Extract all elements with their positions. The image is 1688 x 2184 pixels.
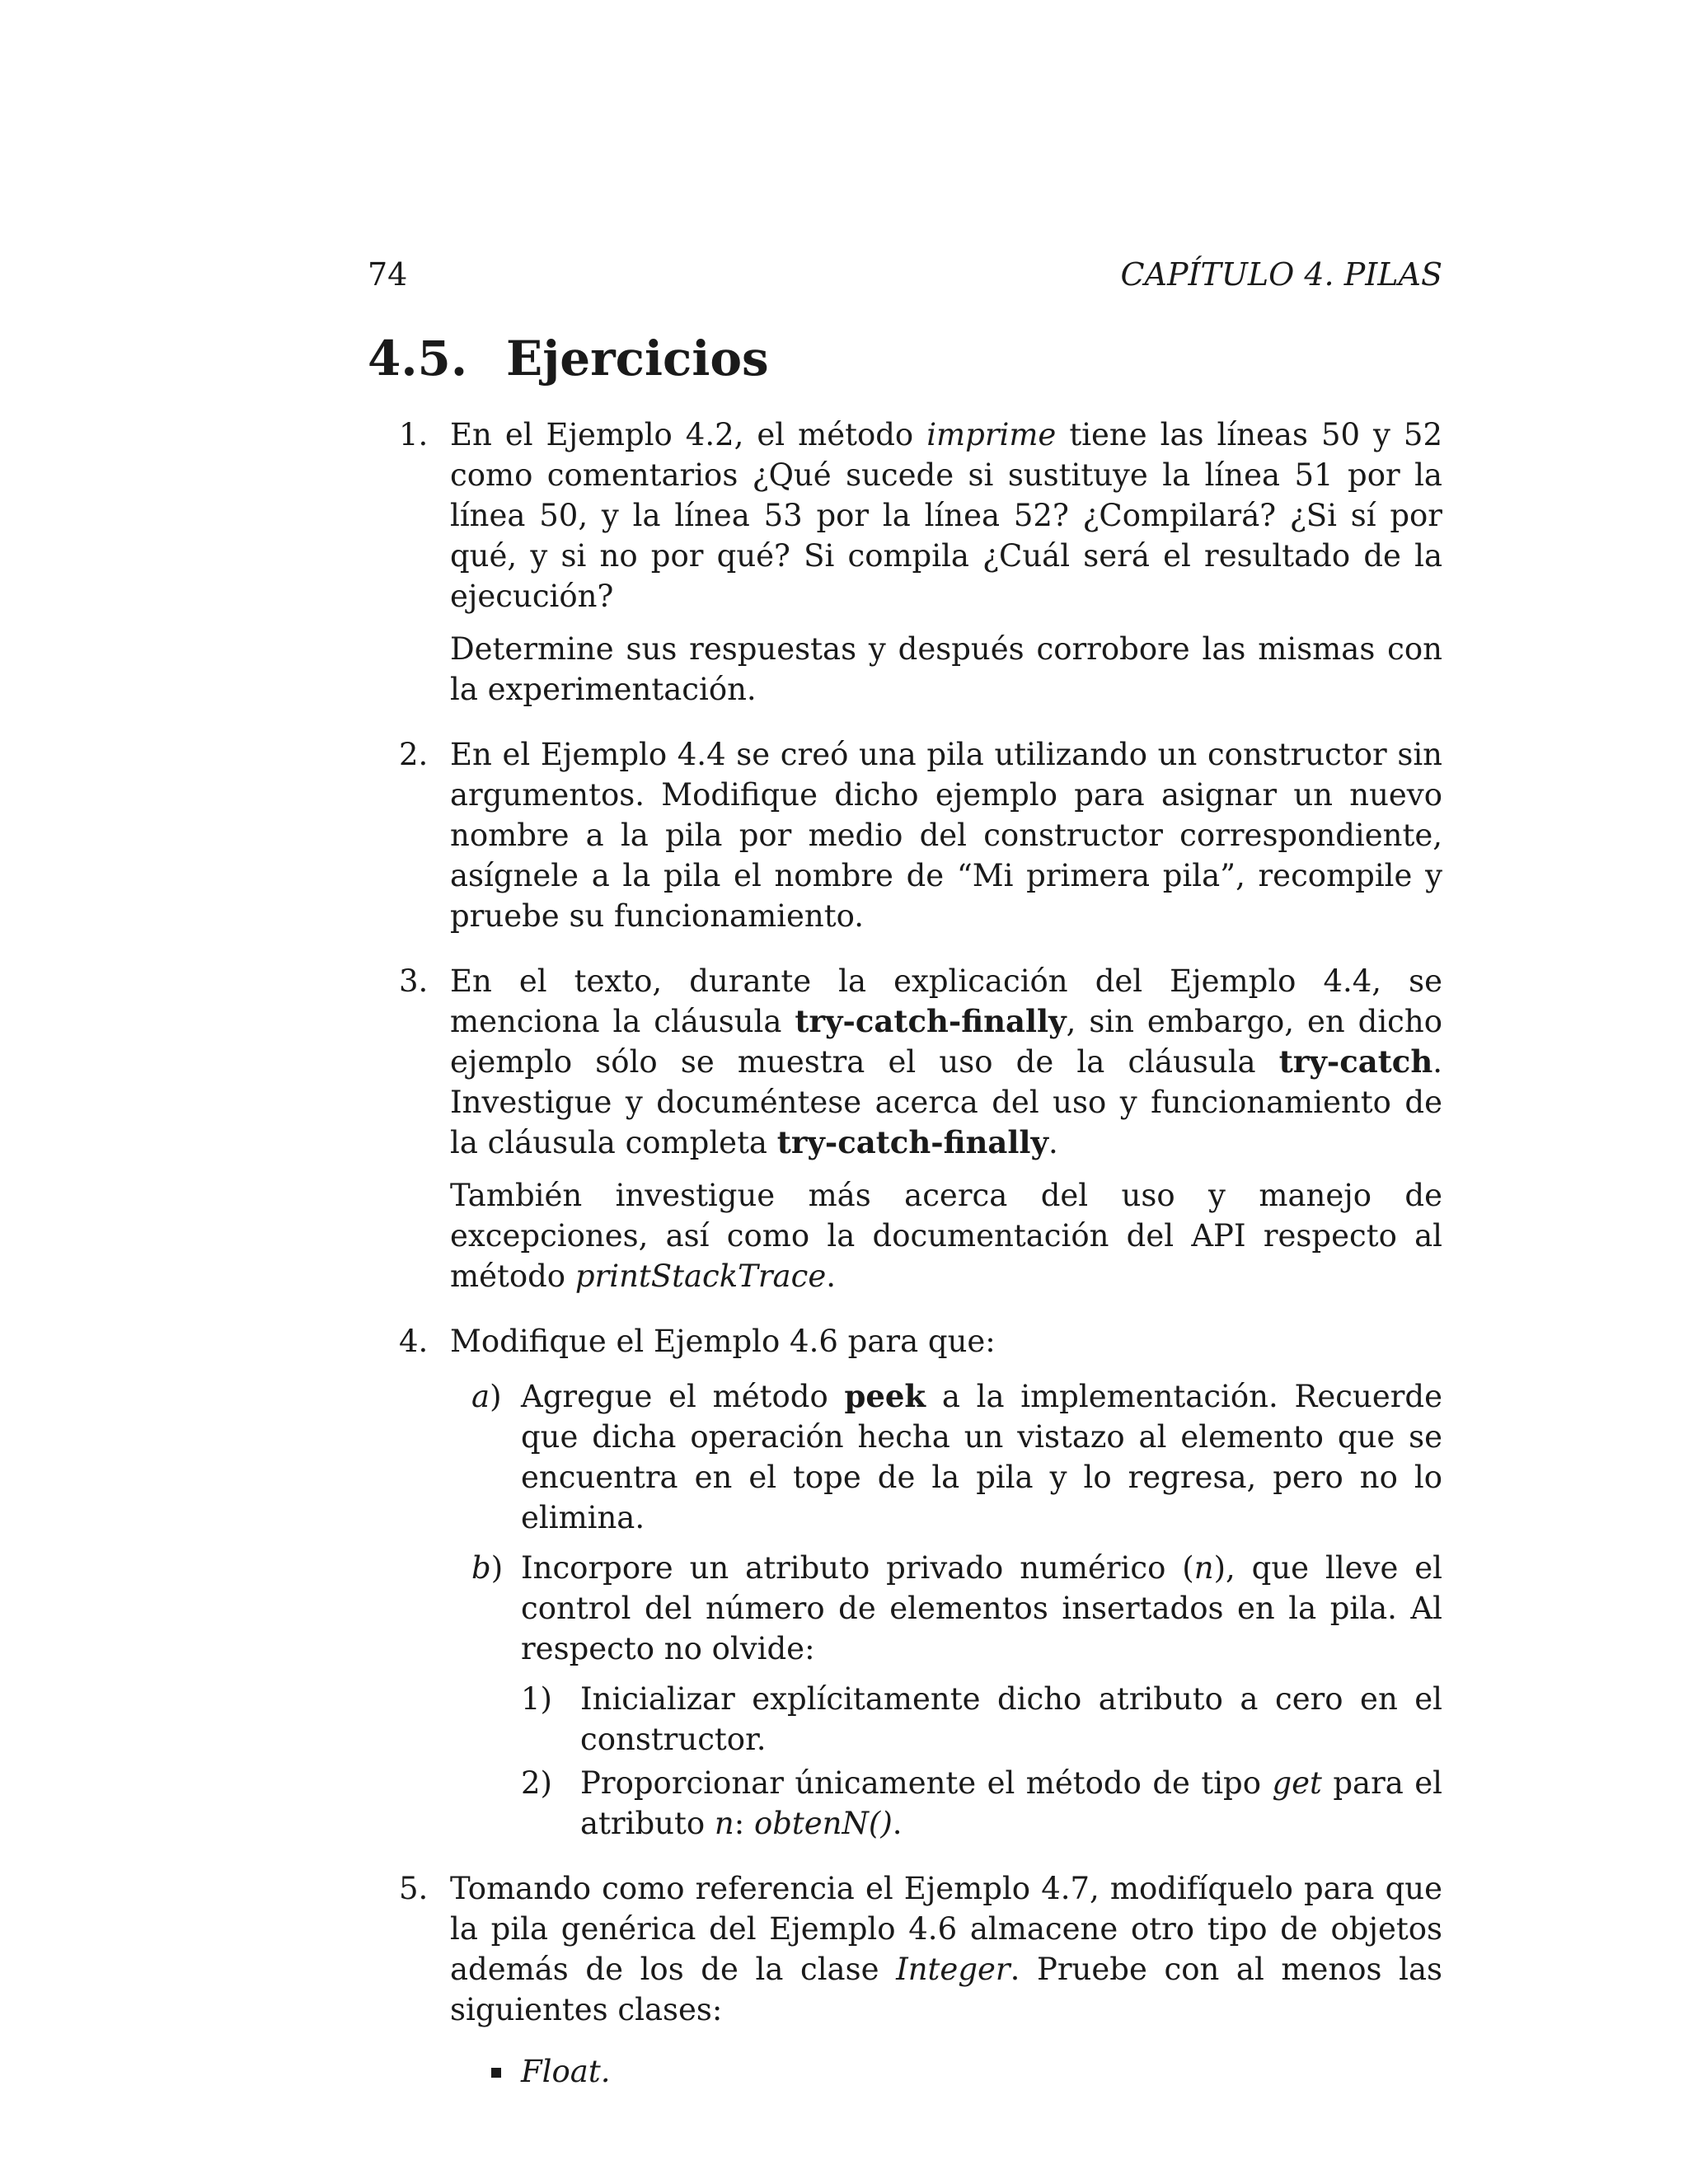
class-name: Float. [521,2054,611,2089]
exercise-list [368,415,1442,2092]
text-run: . Investigue y documéntese acerca del uso y funcionamiento de la cláusula completa [450,1044,1442,1160]
class-name: Integer [896,1952,1010,1987]
text-run: En el texto, durante la explicación del Ejemplo 4.4, se menciona la cláusula [450,963,1442,1039]
text-run: ), que lleve el control del número de elementos insertados en la pila. Al respecto no olvide: [521,1550,1442,1666]
text-run: También investigue más acerca del uso y manejo de excepciones, así como la documentación del API respecto al método [450,1178,1442,1294]
text-run: para el atributo [580,1765,1442,1841]
sub-sub-item [521,1679,1442,1760]
sub-sub-list [521,1679,1442,1844]
exercise-number: 4. [399,1324,429,1359]
keyword: try-catch [1278,1043,1433,1080]
text-run: . [892,1806,903,1841]
sub-sub-item-marker: 2) [521,1765,552,1801]
variable-name: n [1193,1550,1214,1586]
method-name: printStackTrace [574,1258,827,1294]
sub-item [450,1376,1442,1538]
sub-item-marker [471,1376,502,1417]
method-type: get [1272,1765,1322,1801]
exercise-item [368,734,1442,936]
section-number: 4.5. [368,330,468,387]
exercise-item [368,1868,1442,2092]
text-run: tiene las líneas 50 y 52 como comentarios ¿Qué sucede si sustituye la línea 51 por la línea 50, y la línea 53 por la línea 52? ¿Compilará? ¿Si sí por qué, y si no por qué? Si compila ¿Cuál será el resultado de la ejecución? [450,417,1442,614]
keyword: try-catch-finally [776,1124,1048,1160]
exercise-number: 2. [399,737,429,772]
exercise-number: 3. [399,963,429,999]
sub-item-paren: ) [490,1379,502,1414]
method-name: imprime [926,417,1057,452]
sub-item-letter: a [471,1379,490,1414]
text-run: Agregue el método [521,1379,845,1414]
square-bullet-icon [491,2068,501,2078]
exercise-item [368,961,1442,1296]
chapter-title: CAPÍTULO 4. PILAS [1120,256,1442,293]
exercise-item [368,415,1442,710]
page-number: 74 [368,256,408,293]
exercise-paragraph [450,1175,1442,1296]
keyword: try-catch-finally [795,1003,1067,1039]
variable-name: n [714,1806,734,1841]
sub-item [450,1548,1442,1844]
exercise-paragraph: Determine sus respuestas y después corrobore las mismas con la experimentación. [450,631,1442,707]
exercise-paragraph [450,961,1442,1163]
text-run: . [826,1258,836,1294]
bullet-item [450,2051,1442,2092]
text-run: Tomando como referencia el Ejemplo 4.7, modifíquelo para que la pila genérica del Ejemplo 4.6 almacene otro tipo de objetos además de los de la clase [450,1871,1442,1987]
exercise-paragraph [450,1868,1442,2030]
section-heading [368,330,769,387]
text-run: Incorpore un atributo privado numérico ( [521,1550,1194,1586]
text-run: . [1048,1125,1058,1160]
text-run: a la implementación. Recuerde que dicha operación hecha un vistazo al elemento que se encuentra en el tope de la pila y lo regresa, pero no lo elimina. [521,1379,1442,1535]
exercise-paragraph [450,415,1442,616]
text-run: En el Ejemplo 4.2, el método [450,417,927,452]
bullet-list [450,2051,1442,2092]
text-run: , sin embargo, en dicho ejemplo sólo se muestra el uso de la cláusula [450,1004,1442,1080]
text-run: Proporcionar únicamente el método de tipo [580,1765,1273,1801]
method-name: obtenN() [753,1806,893,1841]
text-run: : [734,1806,754,1841]
exercise-number: 1. [399,417,429,452]
keyword: peek [844,1378,926,1414]
exercise-paragraph: Modifique el Ejemplo 4.6 para que: [450,1324,996,1359]
text-run: Inicializar explícitamente dicho atributo a cero en el constructor. [580,1681,1442,1757]
sub-list [450,1376,1442,1844]
sub-item-letter: b [471,1550,491,1586]
sub-item-marker [471,1548,503,1588]
running-header [368,254,1442,295]
sub-sub-item [521,1763,1442,1844]
sub-sub-item-marker: 1) [521,1681,552,1717]
sub-item-paren: ) [490,1550,504,1586]
exercise-paragraph: En el Ejemplo 4.4 se creó una pila utilizando un constructor sin argumentos. Modifique dicho ejemplo para asignar un nuevo nombre a la pila por medio del constructor correspondiente, asígnele a la pila el nombre de “Mi primera pila”, recompile y pruebe su funcionamiento. [450,737,1442,934]
text-run: . Pruebe con al menos las siguientes clases: [450,1952,1442,2027]
exercise-number: 5. [399,1871,429,1906]
exercise-item [368,1321,1442,1844]
section-title: Ejercicios [506,330,769,387]
